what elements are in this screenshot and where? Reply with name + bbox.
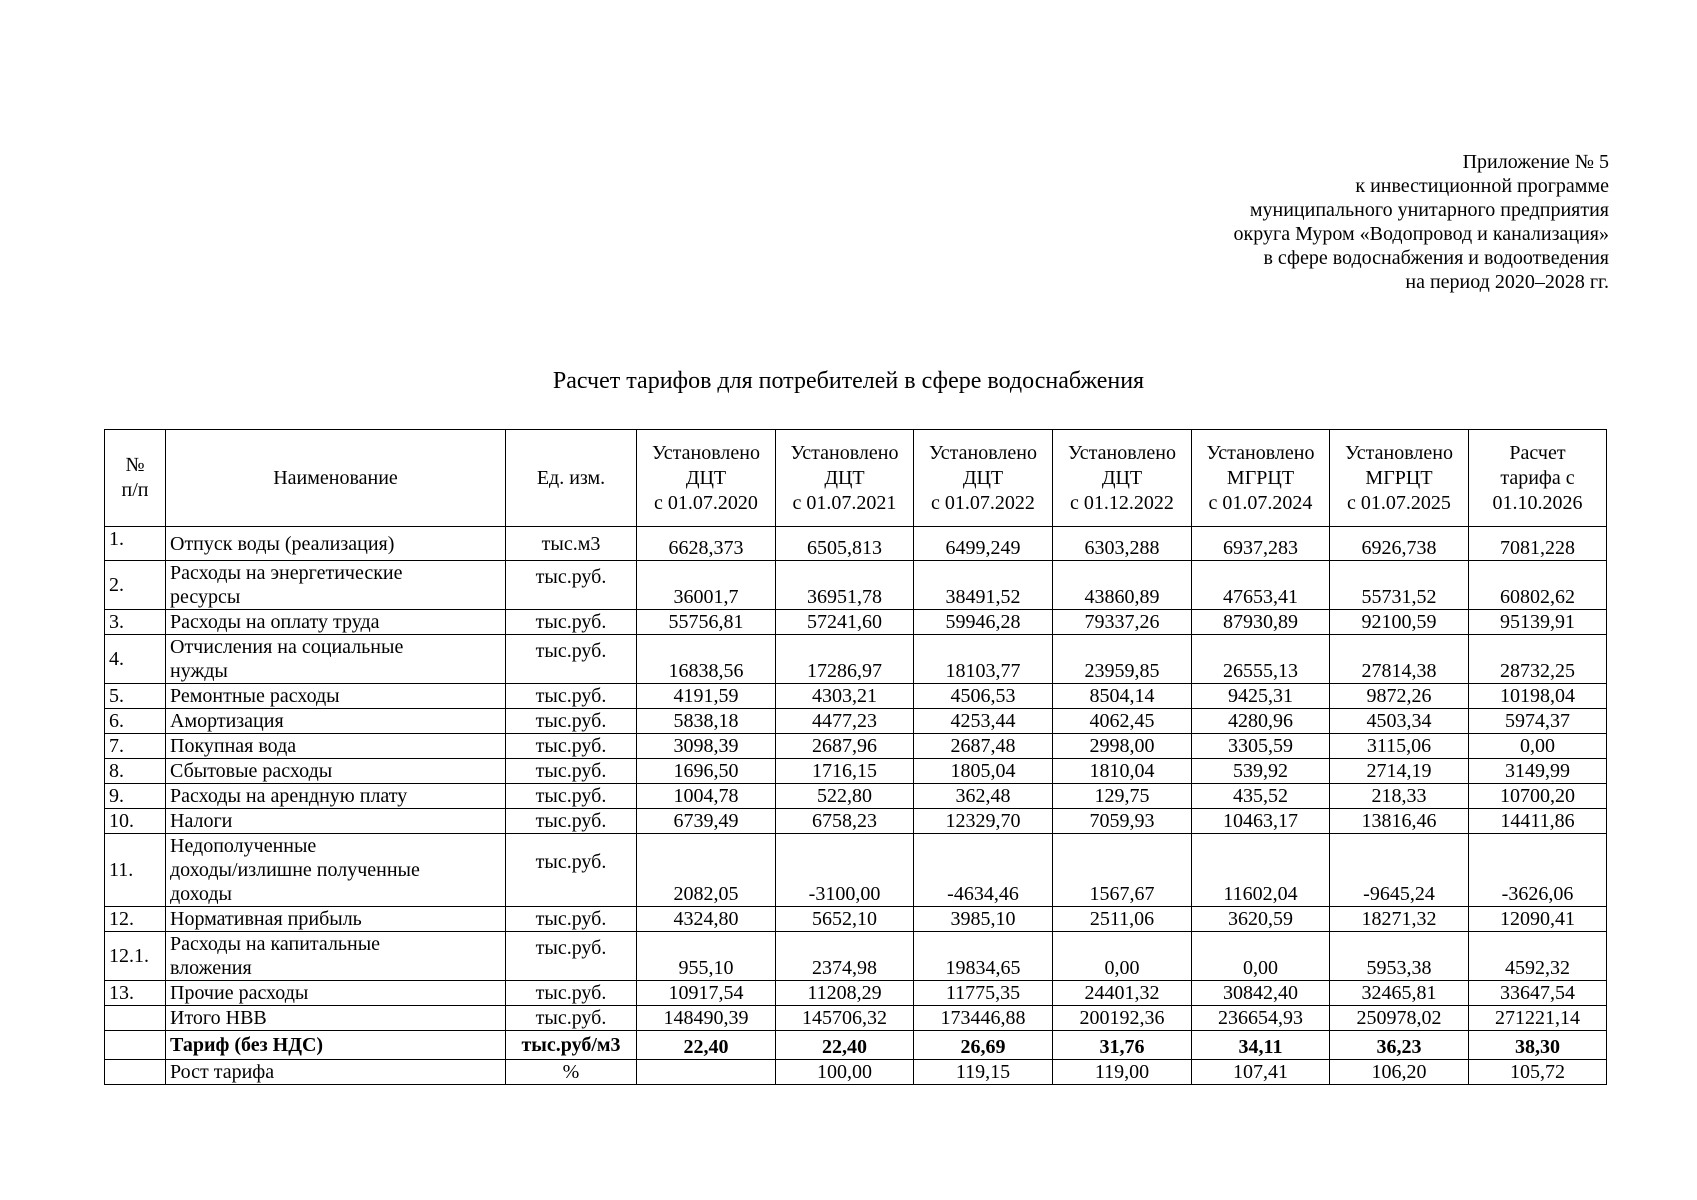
row-unit xyxy=(506,527,637,561)
value-cell: 539,92 xyxy=(1192,759,1330,784)
row-number: 13. xyxy=(105,981,166,1006)
row-number: 8. xyxy=(105,759,166,784)
row-unit-text: тыс.руб. xyxy=(535,982,607,1004)
value-cell: 19834,65 xyxy=(914,932,1053,981)
page-title: Расчет тарифов для потребителей в сфере водоснабжения xyxy=(552,368,1145,394)
column-header xyxy=(1053,430,1192,527)
row-number: 5. xyxy=(105,684,166,709)
column-header-line: с 01.07.2025 xyxy=(1347,491,1451,514)
row-name-line: Недополученные xyxy=(170,835,317,857)
value-cell: 173446,88 xyxy=(914,1006,1053,1031)
row-unit-text: % xyxy=(562,1061,580,1083)
value-cell: 43860,89 xyxy=(1053,561,1192,610)
header-line: Приложение № 5 xyxy=(1462,151,1609,173)
value-cell: 1696,50 xyxy=(637,759,776,784)
value-cell: 18103,77 xyxy=(914,635,1053,684)
row-name-line: Отчисления на социальные xyxy=(170,636,404,658)
header-line: муниципального унитарного предприятия xyxy=(1249,199,1609,221)
value-cell: 1567,67 xyxy=(1053,834,1192,907)
value-cell: 1810,04 xyxy=(1053,759,1192,784)
row-name xyxy=(166,734,506,759)
value-cell: 55756,81 xyxy=(637,610,776,635)
row-unit xyxy=(506,784,637,809)
value-cell: 28732,25 xyxy=(1469,635,1607,684)
column-header xyxy=(1330,430,1469,527)
value-cell: 38,30 xyxy=(1469,1031,1607,1060)
table-header-row xyxy=(105,430,1607,527)
row-name-line: ресурсы xyxy=(170,586,241,608)
value-cell: 4503,34 xyxy=(1330,709,1469,734)
row-name xyxy=(166,907,506,932)
column-header xyxy=(776,430,914,527)
value-cell: 26,69 xyxy=(914,1031,1053,1060)
value-cell: 119,15 xyxy=(914,1060,1053,1085)
row-name-line: Расходы на капитальные xyxy=(170,933,381,955)
value-cell: 14411,86 xyxy=(1469,809,1607,834)
row-name-line: Расходы на энергетические xyxy=(170,562,403,584)
row-name-line: нужды xyxy=(170,660,228,682)
row-number: 4. xyxy=(105,635,166,684)
table-row xyxy=(105,635,1607,684)
value-cell: 31,76 xyxy=(1053,1031,1192,1060)
value-cell: 55731,52 xyxy=(1330,561,1469,610)
row-number xyxy=(105,1031,166,1060)
column-header-line: с 01.07.2021 xyxy=(792,491,897,514)
value-cell: 5953,38 xyxy=(1330,932,1469,981)
column-header-line: Установлено xyxy=(1068,441,1176,464)
column-header-line: Расчет xyxy=(1509,441,1566,464)
table-row xyxy=(105,709,1607,734)
row-number: 1. xyxy=(105,527,166,561)
value-cell: 1716,15 xyxy=(776,759,914,784)
row-name-line: Сбытовые расходы xyxy=(170,760,333,782)
value-cell: 4477,23 xyxy=(776,709,914,734)
value-cell: 3149,99 xyxy=(1469,759,1607,784)
value-cell: 4303,21 xyxy=(776,684,914,709)
table-row xyxy=(105,1060,1607,1085)
row-unit xyxy=(506,834,637,907)
value-cell: 5838,18 xyxy=(637,709,776,734)
row-name xyxy=(166,684,506,709)
row-unit-text: тыс.руб. xyxy=(535,735,607,757)
value-cell: 12329,70 xyxy=(914,809,1053,834)
value-cell: 10463,17 xyxy=(1192,809,1330,834)
row-unit xyxy=(506,635,637,684)
value-cell: 2687,96 xyxy=(776,734,914,759)
value-cell: 7059,93 xyxy=(1053,809,1192,834)
row-unit-text: тыс.руб. xyxy=(535,710,607,732)
row-unit xyxy=(506,709,637,734)
column-header xyxy=(1192,430,1330,527)
row-name xyxy=(166,1006,506,1031)
column-header xyxy=(637,430,776,527)
row-unit-text: тыс.руб. xyxy=(535,785,607,807)
value-cell: -9645,24 xyxy=(1330,834,1469,907)
row-unit xyxy=(506,1060,637,1085)
value-cell: 11208,29 xyxy=(776,981,914,1006)
column-header-line: Наименование xyxy=(273,466,398,489)
table-row xyxy=(105,759,1607,784)
value-cell: 6303,288 xyxy=(1053,527,1192,561)
column-header-line: МГРЦТ xyxy=(1365,466,1433,489)
value-cell: 3098,39 xyxy=(637,734,776,759)
row-number: 12.1. xyxy=(105,932,166,981)
value-cell: 59946,28 xyxy=(914,610,1053,635)
table-row xyxy=(105,834,1607,907)
row-unit-text: тыс.руб. xyxy=(535,937,607,959)
row-number: 12. xyxy=(105,907,166,932)
table-row xyxy=(105,932,1607,981)
value-cell: 119,00 xyxy=(1053,1060,1192,1085)
value-cell: 79337,26 xyxy=(1053,610,1192,635)
value-cell: 4324,80 xyxy=(637,907,776,932)
value-cell: 26555,13 xyxy=(1192,635,1330,684)
row-name xyxy=(166,981,506,1006)
column-header-line: Ед. изм. xyxy=(536,466,606,489)
row-name-line: Прочие расходы xyxy=(170,982,309,1004)
value-cell: 2374,98 xyxy=(776,932,914,981)
row-number xyxy=(105,1060,166,1085)
value-cell: 30842,40 xyxy=(1192,981,1330,1006)
value-cell: 38491,52 xyxy=(914,561,1053,610)
row-name xyxy=(166,610,506,635)
value-cell: 24401,32 xyxy=(1053,981,1192,1006)
value-cell: 3305,59 xyxy=(1192,734,1330,759)
value-cell: 100,00 xyxy=(776,1060,914,1085)
value-cell: -4634,46 xyxy=(914,834,1053,907)
value-cell xyxy=(637,1060,776,1085)
value-cell: 47653,41 xyxy=(1192,561,1330,610)
column-header xyxy=(914,430,1053,527)
row-unit xyxy=(506,981,637,1006)
value-cell: 11602,04 xyxy=(1192,834,1330,907)
value-cell: 250978,02 xyxy=(1330,1006,1469,1031)
value-cell: 6758,23 xyxy=(776,809,914,834)
value-cell: 36001,7 xyxy=(637,561,776,610)
value-cell: 106,20 xyxy=(1330,1060,1469,1085)
row-unit-text: тыс.руб. xyxy=(535,810,607,832)
row-name xyxy=(166,1031,506,1060)
row-name xyxy=(166,527,506,561)
table-row xyxy=(105,1031,1607,1060)
column-header-line: тарифа с xyxy=(1500,466,1575,489)
value-cell: 3115,06 xyxy=(1330,734,1469,759)
value-cell: 12090,41 xyxy=(1469,907,1607,932)
row-unit-text: тыс.руб. xyxy=(535,685,607,707)
value-cell: 200192,36 xyxy=(1053,1006,1192,1031)
table-row xyxy=(105,981,1607,1006)
column-header-line: Установлено xyxy=(1206,441,1315,464)
row-name xyxy=(166,635,506,684)
value-cell: 2082,05 xyxy=(637,834,776,907)
value-cell: 129,75 xyxy=(1053,784,1192,809)
value-cell: 5652,10 xyxy=(776,907,914,932)
value-cell: 36951,78 xyxy=(776,561,914,610)
appendix-header xyxy=(909,150,1609,294)
row-name-line: Итого НВВ xyxy=(170,1007,267,1029)
value-cell: 3620,59 xyxy=(1192,907,1330,932)
row-name-line: Ремонтные расходы xyxy=(170,685,340,707)
column-header xyxy=(105,430,166,527)
row-number: 10. xyxy=(105,809,166,834)
row-unit xyxy=(506,907,637,932)
value-cell: 87930,89 xyxy=(1192,610,1330,635)
column-header-line: ДЦТ xyxy=(962,466,1004,489)
row-number: 3. xyxy=(105,610,166,635)
value-cell: 435,52 xyxy=(1192,784,1330,809)
table-row xyxy=(105,809,1607,834)
row-unit xyxy=(506,684,637,709)
column-header-line: с 01.07.2024 xyxy=(1208,491,1313,514)
table-row xyxy=(105,1006,1607,1031)
value-cell: 148490,39 xyxy=(637,1006,776,1031)
value-cell: 4592,32 xyxy=(1469,932,1607,981)
value-cell: 6499,249 xyxy=(914,527,1053,561)
row-name xyxy=(166,809,506,834)
column-header-line: с 01.07.2020 xyxy=(654,491,758,514)
row-unit-text: тыс.руб. xyxy=(535,611,607,633)
value-cell: 6937,283 xyxy=(1192,527,1330,561)
column-header-line: Установлено xyxy=(790,441,899,464)
column-header-line: Установлено xyxy=(929,441,1037,464)
column-header-line: Установлено xyxy=(652,441,760,464)
value-cell: 4506,53 xyxy=(914,684,1053,709)
column-header-line: Установлено xyxy=(1345,441,1453,464)
row-unit xyxy=(506,932,637,981)
value-cell: 17286,97 xyxy=(776,635,914,684)
row-name-line: Тариф (без НДС) xyxy=(170,1034,324,1056)
row-unit-text: тыс.руб. xyxy=(535,760,607,782)
value-cell: 145706,32 xyxy=(776,1006,914,1031)
value-cell: 36,23 xyxy=(1330,1031,1469,1060)
row-unit xyxy=(506,759,637,784)
row-name-line: Покупная вода xyxy=(170,735,297,757)
value-cell: -3626,06 xyxy=(1469,834,1607,907)
row-name-line: Нормативная прибыль xyxy=(170,908,362,930)
value-cell: 2714,19 xyxy=(1330,759,1469,784)
column-header-line: п/п xyxy=(121,479,149,501)
value-cell: -3100,00 xyxy=(776,834,914,907)
value-cell: 236654,93 xyxy=(1192,1006,1330,1031)
column-header-line: ДЦТ xyxy=(685,466,727,489)
table-body xyxy=(105,527,1607,1085)
row-name-line: доходы/излишне полученные xyxy=(170,859,420,881)
table-row xyxy=(105,684,1607,709)
value-cell: 2511,06 xyxy=(1053,907,1192,932)
value-cell: 16838,56 xyxy=(637,635,776,684)
value-cell: 95139,91 xyxy=(1469,610,1607,635)
value-cell: 271221,14 xyxy=(1469,1006,1607,1031)
column-header xyxy=(1469,430,1607,527)
value-cell: 105,72 xyxy=(1469,1060,1607,1085)
table-row xyxy=(105,610,1607,635)
value-cell: 7081,228 xyxy=(1469,527,1607,561)
row-number: 9. xyxy=(105,784,166,809)
value-cell: 2687,48 xyxy=(914,734,1053,759)
value-cell: 11775,35 xyxy=(914,981,1053,1006)
row-number: 11. xyxy=(105,834,166,907)
row-name-line: вложения xyxy=(170,957,252,979)
value-cell: 6739,49 xyxy=(637,809,776,834)
column-header-line: ДЦТ xyxy=(824,466,865,489)
row-unit-text: тыс.руб. xyxy=(535,1007,607,1029)
value-cell: 92100,59 xyxy=(1330,610,1469,635)
row-name xyxy=(166,561,506,610)
value-cell: 60802,62 xyxy=(1469,561,1607,610)
value-cell: 0,00 xyxy=(1053,932,1192,981)
row-name xyxy=(166,1060,506,1085)
value-cell: 10198,04 xyxy=(1469,684,1607,709)
row-name-line: Налоги xyxy=(170,810,233,832)
value-cell: 6505,813 xyxy=(776,527,914,561)
header-line: округа Муром «Водопровод и канализация» xyxy=(1233,223,1609,245)
value-cell: 18271,32 xyxy=(1330,907,1469,932)
value-cell: 362,48 xyxy=(914,784,1053,809)
value-cell: 57241,60 xyxy=(776,610,914,635)
row-name xyxy=(166,784,506,809)
value-cell: 5974,37 xyxy=(1469,709,1607,734)
value-cell: 8504,14 xyxy=(1053,684,1192,709)
row-unit-text: тыс.руб. xyxy=(535,908,607,930)
row-number xyxy=(105,1006,166,1031)
value-cell: 4191,59 xyxy=(637,684,776,709)
row-unit xyxy=(506,610,637,635)
column-header-line: № xyxy=(125,454,145,476)
row-name-line: Расходы на арендную плату xyxy=(170,785,408,807)
value-cell: 955,10 xyxy=(637,932,776,981)
column-header xyxy=(166,430,506,527)
value-cell: 522,80 xyxy=(776,784,914,809)
value-cell: 6628,373 xyxy=(637,527,776,561)
tariff-table xyxy=(104,429,1607,1085)
row-name xyxy=(166,834,506,907)
row-unit xyxy=(506,561,637,610)
column-header-line: 01.10.2026 xyxy=(1492,491,1583,514)
value-cell: 1004,78 xyxy=(637,784,776,809)
value-cell: 6926,738 xyxy=(1330,527,1469,561)
row-unit xyxy=(506,809,637,834)
value-cell: 2998,00 xyxy=(1053,734,1192,759)
value-cell: 9425,31 xyxy=(1192,684,1330,709)
value-cell: 107,41 xyxy=(1192,1060,1330,1085)
column-header-line: с 01.12.2022 xyxy=(1070,491,1174,514)
column-header-line: МГРЦТ xyxy=(1226,466,1295,489)
value-cell: 27814,38 xyxy=(1330,635,1469,684)
value-cell: 4280,96 xyxy=(1192,709,1330,734)
row-unit-text: тыс.м3 xyxy=(541,532,601,555)
value-cell: 32465,81 xyxy=(1330,981,1469,1006)
row-unit xyxy=(506,1031,637,1060)
value-cell: 34,11 xyxy=(1192,1031,1330,1060)
value-cell: 23959,85 xyxy=(1053,635,1192,684)
row-name-line: Амортизация xyxy=(170,710,284,732)
row-unit xyxy=(506,1006,637,1031)
row-unit-text: тыс.руб/м3 xyxy=(521,1034,621,1056)
column-header xyxy=(506,430,637,527)
table-row xyxy=(105,784,1607,809)
column-header-line: с 01.07.2022 xyxy=(931,491,1035,514)
table-row xyxy=(105,907,1607,932)
table-row xyxy=(105,527,1607,561)
row-unit-text: тыс.руб. xyxy=(535,640,607,662)
row-number: 2. xyxy=(105,561,166,610)
value-cell: 13816,46 xyxy=(1330,809,1469,834)
column-header-line: ДЦТ xyxy=(1101,466,1143,489)
row-name-line: доходы xyxy=(170,883,232,905)
value-cell: 4253,44 xyxy=(914,709,1053,734)
value-cell: 0,00 xyxy=(1469,734,1607,759)
value-cell: 22,40 xyxy=(637,1031,776,1060)
row-number: 6. xyxy=(105,709,166,734)
row-name xyxy=(166,932,506,981)
value-cell: 1805,04 xyxy=(914,759,1053,784)
value-cell: 10700,20 xyxy=(1469,784,1607,809)
row-unit xyxy=(506,734,637,759)
header-line: к инвестиционной программе xyxy=(1355,175,1609,197)
value-cell: 22,40 xyxy=(776,1031,914,1060)
value-cell: 0,00 xyxy=(1192,932,1330,981)
value-cell: 4062,45 xyxy=(1053,709,1192,734)
row-unit-text: тыс.руб. xyxy=(535,566,607,588)
value-cell: 9872,26 xyxy=(1330,684,1469,709)
header-line: на период 2020–2028 гг. xyxy=(1405,271,1609,293)
row-name-line: Расходы на оплату труда xyxy=(170,611,380,633)
row-name xyxy=(166,759,506,784)
row-unit-text: тыс.руб. xyxy=(535,851,607,873)
row-name xyxy=(166,709,506,734)
value-cell: 218,33 xyxy=(1330,784,1469,809)
value-cell: 33647,54 xyxy=(1469,981,1607,1006)
table-row xyxy=(105,734,1607,759)
value-cell: 10917,54 xyxy=(637,981,776,1006)
table-row xyxy=(105,561,1607,610)
header-line: в сфере водоснабжения и водоотведения xyxy=(1263,247,1609,269)
row-name-line: Отпуск воды (реализация) xyxy=(170,532,395,555)
row-name-line: Рост тарифа xyxy=(170,1061,275,1083)
value-cell: 3985,10 xyxy=(914,907,1053,932)
row-number: 7. xyxy=(105,734,166,759)
